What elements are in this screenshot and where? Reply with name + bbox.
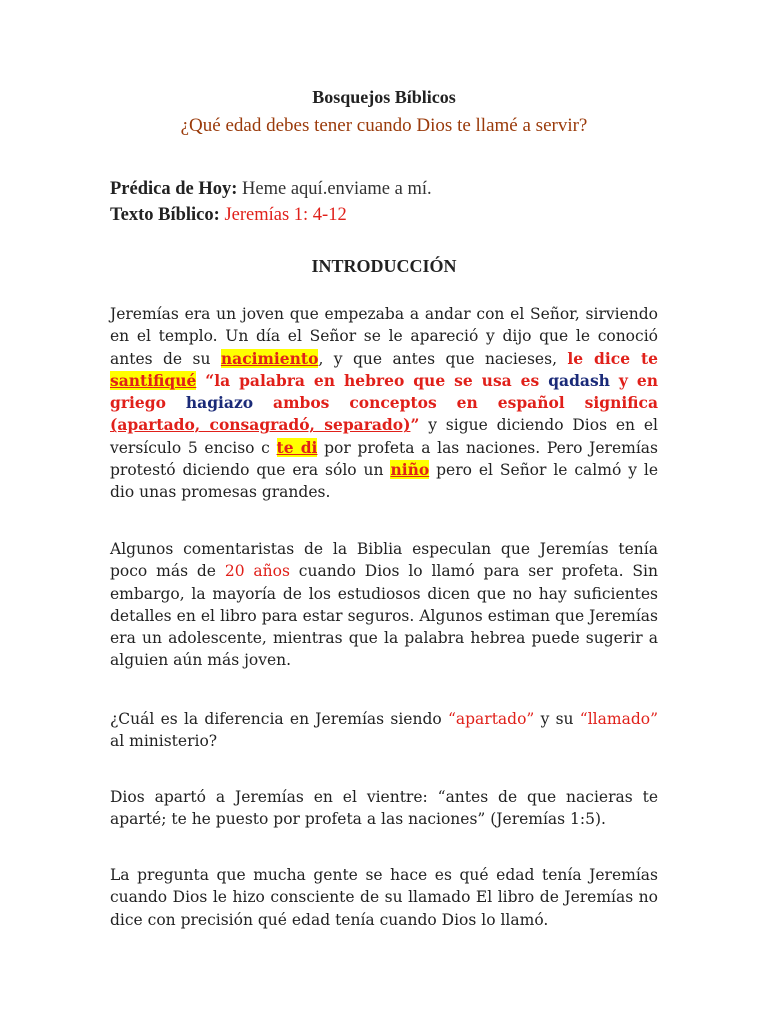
p1-text-5: pero el Señor le calmó y le dio unas promesas grandes.: [110, 461, 658, 502]
meaning-list: (apartado, consagradó, separado): [110, 415, 411, 435]
paragraph-question: [110, 708, 658, 753]
term-apartado: “apartado”: [447, 710, 535, 728]
document-title: Bosquejos Bíblicos: [312, 87, 456, 107]
texto-label: Texto Bíblico:: [110, 205, 220, 225]
p3-text-1: ¿Cuál es la diferencia en Jeremías siendo: [110, 710, 448, 728]
p1-red-2: “la palabra en hebreo que se usa es: [196, 370, 549, 390]
p1-text-3: y sigue diciendo Dios en el versículo 5 enciso c: [110, 416, 658, 457]
p1-red-1: le dice te: [567, 348, 658, 368]
age-20-anos: 20 años: [224, 562, 290, 581]
predica-line: [110, 179, 432, 200]
paragraph-age-question: [110, 864, 658, 931]
paragraph-intro: [110, 303, 658, 504]
predica-label: Prédica de Hoy:: [110, 179, 238, 199]
p1-red-4: ambos conceptos en español significa: [253, 393, 658, 413]
p1-text-4: por profeta a las naciones. Pero Jeremías protestó diciendo que era sólo un: [110, 438, 658, 480]
p2-text-2: cuando Dios lo llamó para ser profeta. Sin embargo, la mayoría de los estudiosos dicen que no hay suficientes detalles en el libro para estar seguros. Algunos estiman que Jeremías era un adolescente, mientras que la palabra hebrea puede sugerir a alguien aún más joven.: [110, 562, 658, 670]
term-qadash: qadash: [548, 370, 610, 390]
highlight-nacimiento: nacimiento: [220, 348, 319, 368]
p3-text-2: y su: [534, 710, 580, 728]
p1-text-2: , y que antes que nacieses,: [318, 349, 568, 368]
highlight-nino: niño: [390, 460, 430, 480]
paragraph-commentators: [110, 538, 658, 672]
p4-text-1: Dios apartó a Jeremías en el vientre: “antes de que nacieras te aparté; te he puesto por profeta a las naciones” (Jeremías 1:5).: [110, 788, 658, 829]
texto-value: Jeremías 1: 4-12: [224, 205, 347, 225]
p1-red-quote: ”: [410, 415, 420, 435]
p1-red-3: y en griego: [110, 370, 658, 413]
p2-text-1: Algunos comentaristas de la Biblia especulan que Jeremías tenía poco más de: [110, 540, 658, 581]
section-heading: INTRODUCCIÓN: [311, 256, 457, 276]
predica-value: Heme aquí.enviame a mí.: [242, 179, 432, 199]
p1-text-1: Jeremías era un joven que empezaba a andar con el Señor, sirviendo en el templo. Un día el Señor se le apareció y dijo que le conoció antes de su: [110, 305, 658, 368]
document-subtitle: ¿Qué edad debes tener cuando Dios te llamé a servir?: [180, 115, 588, 136]
p3-text-3: al ministerio?: [110, 732, 218, 751]
highlight-santifique: santifiqué: [110, 370, 197, 390]
p5-text-1: La pregunta que mucha gente se hace es qué edad tenía Jeremías cuando Dios le hizo consciente de su llamado El libro de Jeremías no dice con precisión qué edad tenía cuando Dios lo llamó.: [110, 866, 658, 929]
term-hagiazo: hagiazo: [185, 393, 254, 413]
term-llamado: “llamado”: [579, 710, 658, 728]
paragraph-aparto: [110, 786, 658, 831]
highlight-te-di: te di: [276, 437, 318, 457]
texto-line: [110, 205, 347, 226]
